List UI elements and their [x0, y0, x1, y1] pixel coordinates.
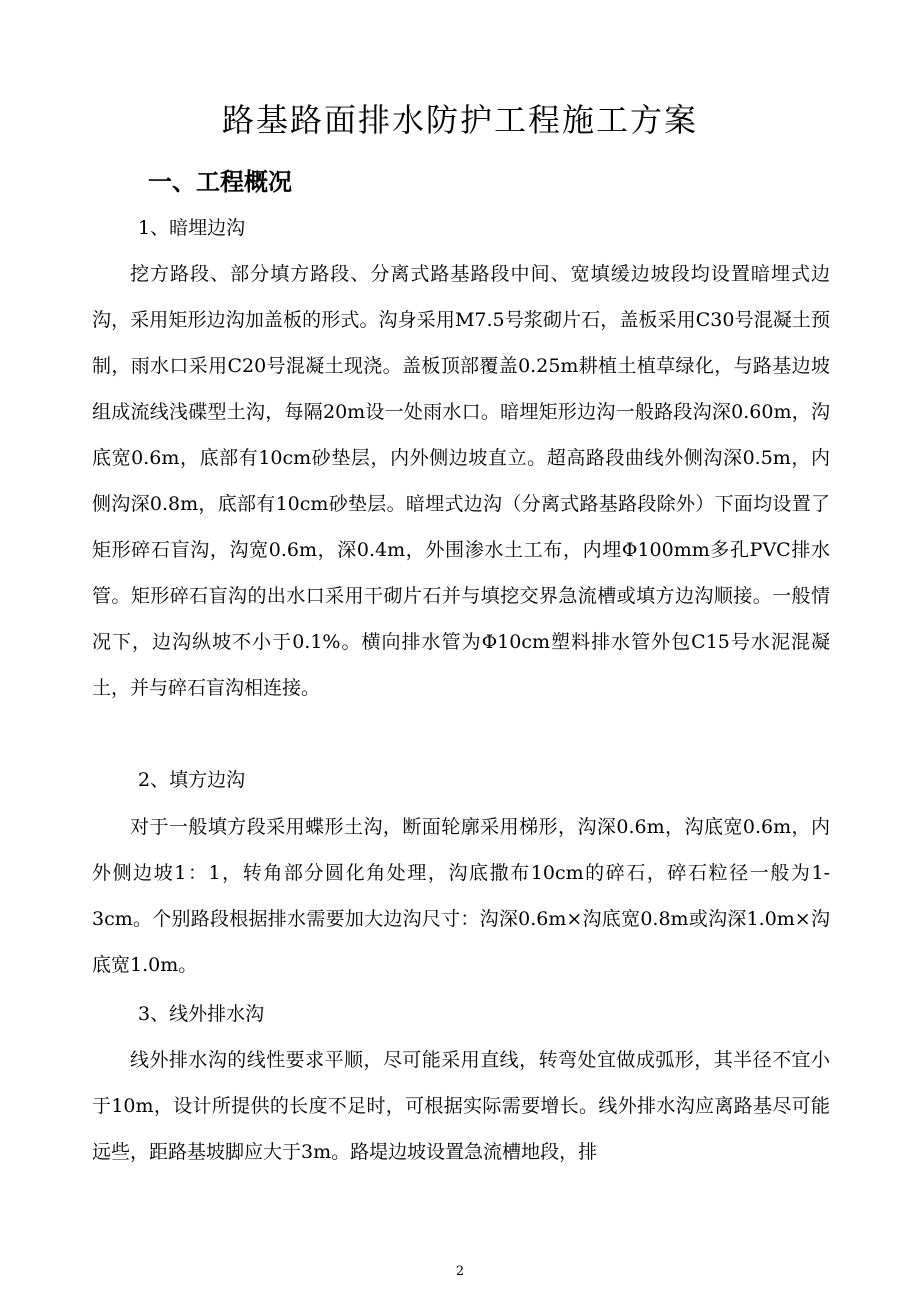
subsection-paragraph-2: 对于一般填方段采用蝶形土沟，断面轮廓采用梯形，沟深0.6m，沟底宽0.6m，内外侧边坡1：1，转角部分圆化角处理，沟底撒布10cm的碎石，碎石粒径一般为1-3cm。个别路段根据排水需要加大边沟尺寸：沟深0.6m×沟底宽0.8m或沟深1.0m×沟底宽1.0m。 — [92, 816, 830, 976]
section-heading: 一、工程概况 — [148, 168, 292, 196]
subsection-heading-2: 2、填方边沟 — [138, 769, 246, 791]
page-number: 2 — [455, 1264, 465, 1279]
document-title: 路基路面排水防护工程施工方案 — [221, 101, 698, 139]
subsection-paragraph-3: 线外排水沟的线性要求平顺，尽可能采用直线，转弯处宜做成弧形，其半径不宜小于10m，设计所提供的长度不足时，可根据实际需要增长。线外排水沟应离路基尽可能远些，距路基坡脚应大于3m。路堤边坡设置急流槽地段，排 — [92, 1049, 830, 1163]
subsection-heading-3: 3、线外排水沟 — [138, 1003, 265, 1025]
subsection-heading-1: 1、暗埋边沟 — [138, 217, 246, 239]
subsection-paragraph-1: 挖方路段、部分填方路段、分离式路基路段中间、宽填缓边坡段均设置暗埋式边沟，采用矩形边沟加盖板的形式。沟身采用M7.5号浆砌片石，盖板采用C30号混凝土预制，雨水口采用C20号混凝土现浇。盖板顶部覆盖0.25m耕植土植草绿化，与路基边坡组成流线浅碟型土沟，每隔20m设一处雨水口。暗埋矩形边沟一般路段沟深0.60m，沟底宽0.6m，底部有10cm砂垫层，内外侧边坡直立。超高路段曲线外侧沟深0.5m，内侧沟深0.8m，底部有10cm砂垫层。暗埋式边沟（分离式路基路段除外）下面均设置了矩形碎石盲沟，沟宽0.6m，深0.4m，外围渗水土工布，内埋Φ100mm多孔PVC排水管。矩形碎石盲沟的出水口采用干砌片石并与填挖交界急流槽或填方边沟顺接。一般情况下，边沟纵坡不小于0.1%。横向排水管为Φ10cm塑料排水管外包C15号水泥混凝土，并与碎石盲沟相连接。 — [92, 263, 830, 699]
